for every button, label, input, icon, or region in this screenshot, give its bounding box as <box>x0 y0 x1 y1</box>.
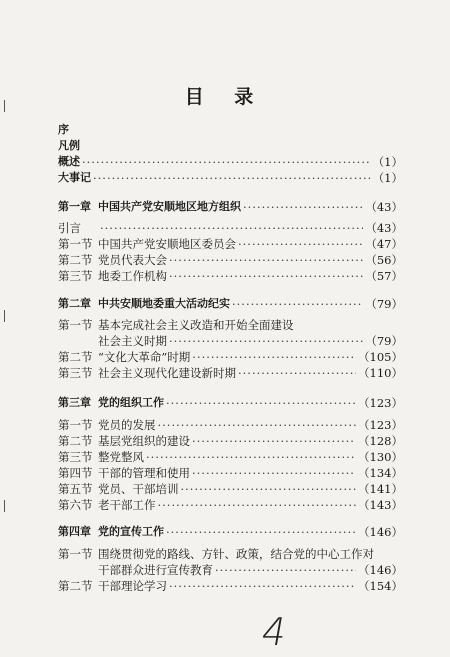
section-number: 第三节 <box>58 269 93 283</box>
toc-page: （57） <box>365 269 403 283</box>
section-number: 第一节 <box>58 237 93 251</box>
toc-entry <box>58 432 403 448</box>
toc-page: （134） <box>358 466 403 480</box>
chapter-title: 中共安顺地委重大活动纪实 <box>98 297 230 310</box>
toc-chapter-4 <box>58 523 403 539</box>
section-number: 第一节 <box>58 547 93 561</box>
toc-entry-chronicle <box>58 169 403 185</box>
toc-entry <box>58 416 403 432</box>
toc-entry <box>58 545 403 561</box>
leader-dots <box>192 466 356 480</box>
section-title: 老干部工作 <box>98 498 156 512</box>
section-title: 中国共产党安顺地区委员会 <box>98 237 236 251</box>
leader-dots <box>169 334 363 348</box>
leader-dots <box>93 171 371 185</box>
chapter-number: 第二章 <box>58 297 91 310</box>
leader-dots <box>169 269 363 283</box>
toc-page: （79） <box>365 334 403 348</box>
toc-page: （130） <box>358 450 403 464</box>
section-number: 第二节 <box>58 434 93 448</box>
section-number: 第五节 <box>58 482 93 496</box>
leader-dots <box>238 366 356 380</box>
leader-dots <box>192 350 356 364</box>
toc-page: （56） <box>365 253 403 267</box>
leader-dots <box>146 450 356 464</box>
toc-entry <box>58 577 403 593</box>
toc-label: 概述 <box>58 155 80 168</box>
section-title: 党员、干部培训 <box>98 482 179 496</box>
section-title: 党员的发展 <box>98 418 156 432</box>
toc-page: （1） <box>372 171 403 185</box>
leader-dots <box>243 200 363 214</box>
toc-page: （146） <box>358 563 403 577</box>
toc-chapter-2 <box>58 295 403 311</box>
toc-entry-continuation <box>58 561 403 577</box>
toc-page: （143） <box>358 498 403 512</box>
toc-entry <box>58 480 403 496</box>
leader-dots <box>232 297 363 311</box>
toc-label: 大事记 <box>58 171 91 184</box>
toc-chapter-1 <box>58 198 403 214</box>
section-number: 第三节 <box>58 366 93 380</box>
toc-entry <box>58 464 403 480</box>
toc-page: （43） <box>365 221 403 235</box>
toc-page: （141） <box>358 482 403 496</box>
toc-page: （123） <box>358 396 403 410</box>
leader-dots <box>166 396 356 410</box>
section-number: 第六节 <box>58 498 93 512</box>
section-number: 第二节 <box>58 253 93 267</box>
toc-entry <box>58 267 403 283</box>
toc-title: 目 录 <box>184 86 266 108</box>
section-number: 第四节 <box>58 466 93 480</box>
leader-dots <box>169 253 363 267</box>
section-title: 整党整风 <box>98 450 144 464</box>
section-number: 第三节 <box>58 450 93 464</box>
toc-page: （43） <box>365 200 403 214</box>
leader-dots <box>158 418 357 432</box>
toc-page: （110） <box>358 366 403 380</box>
leader-dots <box>192 434 356 448</box>
toc-entry <box>58 235 403 251</box>
section-number: 第二节 <box>58 350 93 364</box>
section-title-continued: 干部群众进行宣传教育 <box>98 563 213 577</box>
toc-entry <box>58 348 403 364</box>
toc-entry-continuation <box>58 332 403 348</box>
toc-chapter-3 <box>58 394 403 410</box>
scan-edge-mark <box>4 100 5 112</box>
leader-dots <box>215 563 356 577</box>
toc-page: （1） <box>372 155 403 169</box>
toc-page: （105） <box>358 350 403 364</box>
toc-entry-preface <box>58 121 403 137</box>
leader-dots <box>238 237 363 251</box>
section-title: 围绕贯彻党的路线、方针、政策，结合党的中心工作对 <box>98 547 374 561</box>
chapter-number: 第一章 <box>58 200 91 213</box>
toc-entry <box>58 448 403 464</box>
section-title: 社会主义现代化建设新时期 <box>98 366 236 380</box>
section-title: 干部的管理和使用 <box>98 466 190 480</box>
section-number: 引言 <box>58 221 81 235</box>
leader-dots <box>100 221 363 235</box>
toc-page: （154） <box>358 579 403 593</box>
toc-entry <box>58 316 403 332</box>
toc-page: （123） <box>358 418 403 432</box>
toc-entry <box>58 251 403 267</box>
leader-dots <box>181 482 357 496</box>
handwritten-page-number: 4 <box>258 610 291 654</box>
leader-dots <box>82 155 371 169</box>
toc-page: （47） <box>365 237 403 251</box>
section-title: 基本完成社会主义改造和开始全面建设 <box>98 318 294 332</box>
scan-edge-mark <box>4 310 5 322</box>
toc-entry <box>58 496 403 512</box>
toc-label: 凡例 <box>58 139 80 152</box>
chapter-title: 中国共产党安顺地区地方组织 <box>98 200 241 213</box>
leader-dots <box>169 579 356 593</box>
leader-dots <box>158 498 357 512</box>
toc-entry-notes <box>58 137 403 153</box>
section-title-continued: 社会主义时期 <box>98 334 167 348</box>
scan-edge-mark <box>4 500 5 512</box>
toc-entry <box>58 219 403 235</box>
section-title: 干部理论学习 <box>98 579 167 593</box>
chapter-title: 党的组织工作 <box>98 396 164 409</box>
toc-entry-overview <box>58 153 403 169</box>
section-number: 第二节 <box>58 579 93 593</box>
section-title: 基层党组织的建设 <box>98 434 190 448</box>
toc-entry <box>58 364 403 380</box>
toc-page: （128） <box>358 434 403 448</box>
section-title: 地委工作机构 <box>98 269 167 283</box>
chapter-title: 党的宣传工作 <box>98 525 164 538</box>
section-title: “文化大革命”时期 <box>98 350 191 364</box>
toc-page: （79） <box>365 297 403 311</box>
toc-label: 序 <box>58 123 69 136</box>
section-number: 第一节 <box>58 318 93 332</box>
toc-page: （146） <box>358 525 403 539</box>
section-title: 党员代表大会 <box>98 253 167 267</box>
chapter-number: 第三章 <box>58 396 91 409</box>
chapter-number: 第四章 <box>58 525 91 538</box>
section-number: 第一节 <box>58 418 93 432</box>
leader-dots <box>166 525 356 539</box>
